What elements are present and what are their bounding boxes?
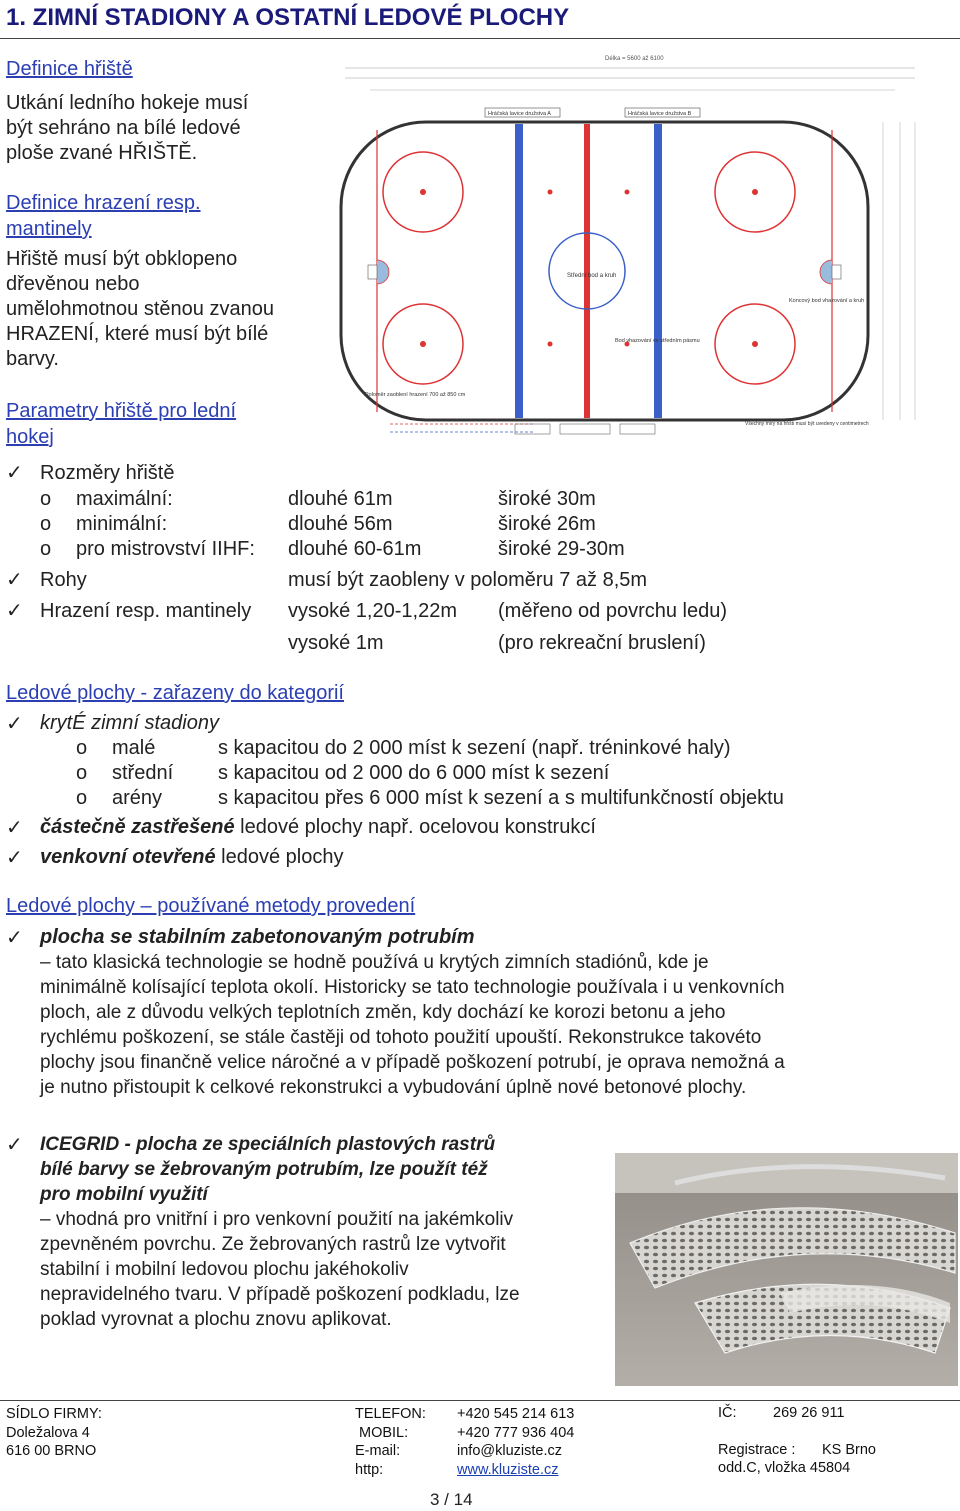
footer-ic: 269 26 911 (773, 1405, 845, 1421)
param-value-2: široké 26m (498, 513, 596, 535)
footer-reg-label: Registrace : (718, 1442, 796, 1458)
page-title: 1. ZIMNÍ STADIONY A OSTATNÍ LEDOVÉ PLOCHY (6, 4, 570, 31)
param-value: musí být zaobleny v poloměru 7 až 8,5m (288, 569, 648, 591)
penalty-bench-b (620, 424, 655, 434)
rink-boards (341, 122, 868, 420)
check-icon: ✓ (6, 1134, 23, 1156)
method-2-text: – vhodná pro vnitřní i pro venkovní použití na jakémkoliv zpevněném povrchu. Ze žebrovaných rastrů lze vytvořit stabilní i mobilní ledovou plochu jakéhokoliv nepravidelného tvaru. V případě poškození podkladu, lze poklad vyrovnat a plochu znovu aplikovat. (40, 1209, 520, 1330)
footer-reg2: odd.C, vložka 45804 (718, 1460, 851, 1476)
footer-divider (0, 1400, 960, 1401)
footer-reg: KS Brno (822, 1442, 876, 1458)
param-label: maximální: (76, 488, 173, 510)
param-label: pro mistrovství IIHF: (76, 538, 255, 560)
faceoff-dot (420, 341, 426, 347)
param-value: dlouhé 56m (288, 513, 393, 535)
param-value: vysoké 1m (288, 632, 384, 654)
page-number: 3 / 14 (430, 1490, 473, 1509)
check-icon: ✓ (6, 600, 23, 622)
category-desc: s kapacitou od 2 000 do 6 000 míst k sezení (218, 762, 610, 784)
bench-a-label: Hráčská lavice družstva A (488, 111, 551, 117)
definition-text-1: Utkání ledního hokeje musí být sehráno na bílé ledové ploše zvané HŘIŠTĚ. (6, 92, 249, 164)
neutral-dot (548, 190, 553, 195)
category-bullet: o (76, 787, 88, 809)
category-bullet: o (76, 762, 88, 784)
goal-left (368, 265, 377, 279)
footer-ic-label: IČ: (718, 1405, 737, 1421)
param-label: Rozměry hřiště (40, 462, 175, 484)
sub-bullet: o (40, 538, 52, 560)
neutral-dot-label: Bod vhazování ve středním pásmu (615, 338, 700, 344)
param-label: Hrazení resp. mantinely (40, 600, 252, 622)
param-label: Rohy (40, 569, 87, 591)
blue-line-left (515, 124, 523, 418)
method-1-text: – tato klasická technologie se hodně používá u krytých zimních stadiónů, kde je minimálně kolísající teplota okolí. Historicky se tato technologie používala i u venkovních ploch, ale z důvodu velkých teplotních změn, kdy dochází ke korozi betonu a jeho rychlému poškození, se stále častěji od tohoto použití upouští. Rekonstrukce takovéto plochy jsou finančně velice náročné a v případě poškození potrubí, je oprava nemožná a je nutno přistoupit k celkové rekonstrukci a vybudování úplně nové betonové plochy. (40, 952, 785, 1098)
category-name: arény (112, 787, 163, 809)
category-name: malé (112, 737, 156, 759)
check-icon: ✓ (6, 569, 23, 591)
open-air-item: venkovní otevřené ledové plochy (40, 846, 344, 868)
param-value-2: (měřeno od povrchu ledu) (498, 600, 728, 622)
bench-b-label: Hráčská lavice družstva B (628, 111, 692, 117)
param-value: dlouhé 60-61m (288, 538, 422, 560)
category-bullet: o (76, 737, 88, 759)
param-value: dlouhé 61m (288, 488, 393, 510)
faceoff-dot (420, 189, 426, 195)
faceoff-dot (752, 189, 758, 195)
faceoff-dot (752, 341, 758, 347)
blue-line-right (654, 124, 662, 418)
footer-contact-values: +420 545 214 613 +420 777 936 404 info@kluziste.cz www.kluziste.cz (457, 1406, 575, 1478)
check-icon: ✓ (6, 462, 23, 484)
definition-heading-1: Definice hřiště (6, 58, 133, 80)
footer-contact-labels: TELEFON: MOBIL: E-mail: http: (355, 1406, 426, 1478)
corner-radius-label: Poloměr zaoblení hrazení 700 až 850 cm (365, 392, 466, 398)
definition-heading-2: Definice hrazení resp. mantinely (6, 192, 201, 240)
param-value-2: široké 30m (498, 488, 596, 510)
category-desc: s kapacitou přes 6 000 míst k sezení a s multifunkčností objektu (218, 787, 784, 809)
method-2-title: ICEGRID - plocha ze speciálních plastových rastrů bílé barvy se žebrovaným potrubím, lze použít též pro mobilní využití (40, 1134, 496, 1205)
categories-heading: Ledové plochy - zařazeny do kategorií (6, 682, 344, 704)
check-icon: ✓ (6, 817, 23, 839)
param-value: vysoké 1,20-1,22m (288, 600, 457, 622)
covered-stadiums: krytÉ zimní stadiony (40, 712, 219, 734)
center-circle-label: Střední bod a kruh (567, 273, 617, 279)
penalty-bench-a (515, 424, 550, 434)
sub-bullet: o (40, 488, 52, 510)
officials-box (560, 424, 610, 434)
check-icon: ✓ (6, 847, 23, 869)
icegrid-photo (615, 1153, 958, 1386)
rink-diagram (335, 52, 955, 457)
check-icon: ✓ (6, 927, 23, 949)
neutral-dot (548, 342, 553, 347)
end-dot-label: Koncový bod vhazování a kruh (789, 298, 865, 304)
partial-roof-item: částečně zastřešené ledové plochy např. ocelovou konstrukcí (40, 816, 596, 838)
footer-address: SÍDLO FIRMY: Doležalova 4 616 00 BRNO (6, 1406, 102, 1459)
method-1-title: plocha se stabilním zabetonovaným potrubím (40, 926, 475, 948)
check-icon: ✓ (6, 713, 23, 735)
sub-bullet: o (40, 513, 52, 535)
param-value-2: široké 29-30m (498, 538, 625, 560)
center-red-line (584, 124, 590, 418)
param-label: minimální: (76, 513, 168, 535)
website-link[interactable]: www.kluziste.cz (457, 1461, 559, 1478)
methods-heading: Ledové plochy – používané metody provedení (6, 895, 416, 917)
neutral-dot (625, 190, 630, 195)
title-divider (0, 38, 960, 39)
category-name: střední (112, 762, 174, 784)
rink-length-label: Délka = 5600 až 6100 (605, 56, 664, 62)
category-desc: s kapacitou do 2 000 míst k sezení (např. tréninkové haly) (218, 737, 731, 759)
params-heading: Parametry hřiště pro lední hokej (6, 400, 237, 448)
goal-right (832, 265, 841, 279)
units-note: Všechny míry na hřišti musí být uvedeny v centimetrech (745, 421, 869, 427)
param-value-2: (pro rekreační bruslení) (498, 632, 706, 654)
definition-text-2: Hřiště musí být obklopeno dřevěnou nebo umělohmotnou stěnou zvanou HRAZENÍ, které musí být bílé barvy. (6, 248, 274, 370)
